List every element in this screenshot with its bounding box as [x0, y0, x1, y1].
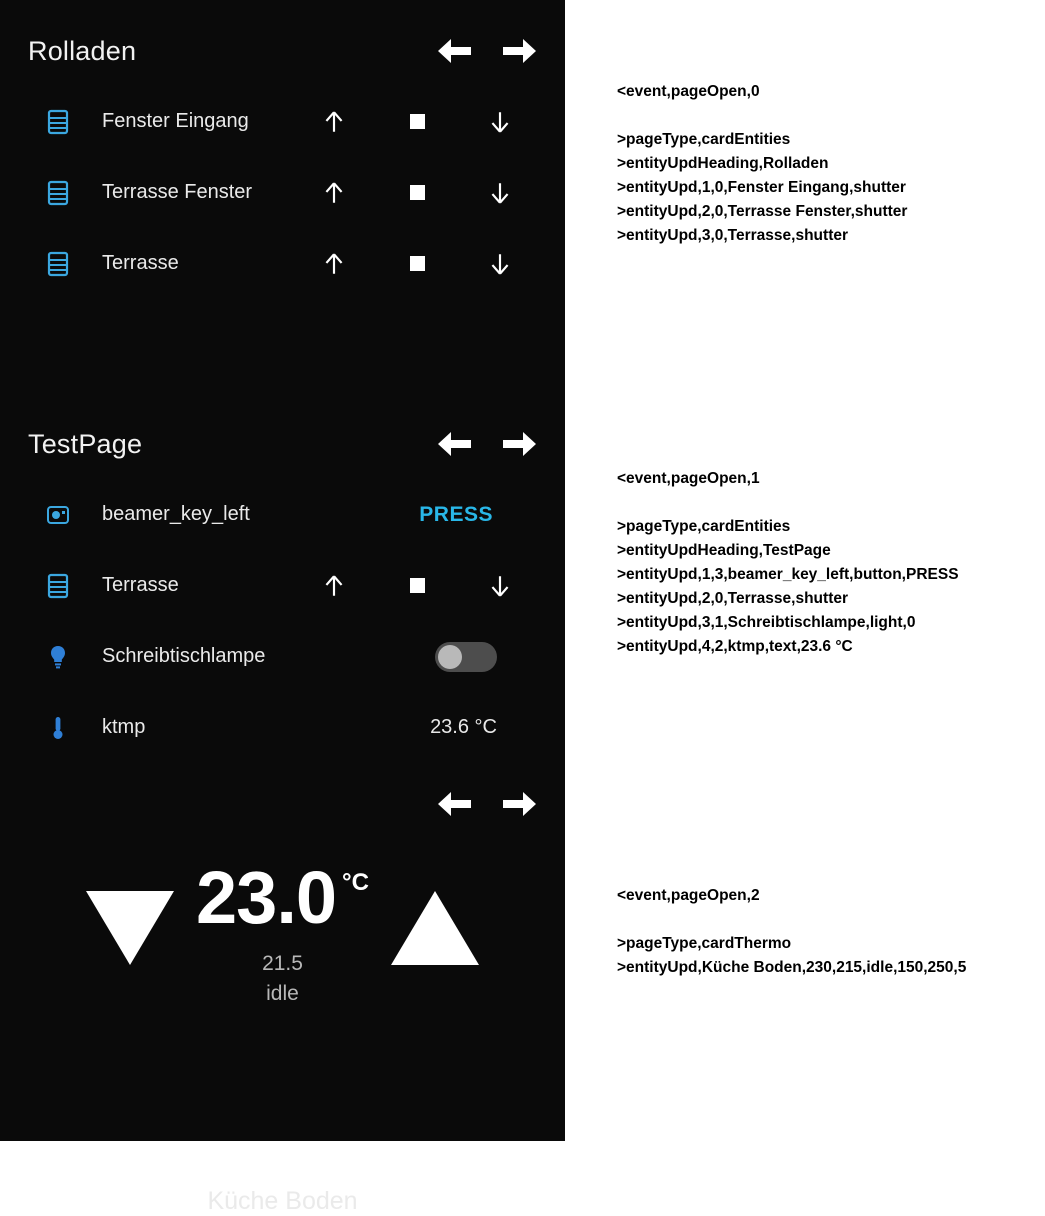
- entity-label: Schreibtischlampe: [102, 645, 266, 667]
- entity-label: Terrasse: [102, 574, 179, 596]
- card-thermo: [0, 775, 565, 1216]
- list-item: [0, 621, 565, 692]
- target-temperature: 21.5: [262, 952, 303, 975]
- log-line: >pageType,cardEntities: [617, 131, 791, 148]
- shutter-up-icon[interactable]: [317, 105, 351, 139]
- shutter-controls: [317, 569, 517, 603]
- log-event-line: <event,pageOpen,0: [617, 83, 760, 100]
- log-line: >pageType,cardThermo: [617, 935, 792, 952]
- shutter-up-icon[interactable]: [317, 176, 351, 210]
- lightbulb-icon: [40, 639, 76, 675]
- shutter-stop-icon[interactable]: [400, 247, 434, 281]
- entity-rows: [0, 86, 565, 299]
- previous-page-arrow-icon[interactable]: [433, 36, 475, 66]
- press-button[interactable]: PRESS: [419, 502, 493, 526]
- list-item: [0, 692, 565, 763]
- shutter-down-icon[interactable]: [483, 105, 517, 139]
- shutter-icon: [40, 175, 76, 211]
- shutter-controls: [317, 105, 517, 139]
- list-item: [0, 479, 565, 550]
- next-page-arrow-icon[interactable]: [499, 789, 541, 819]
- card-entities-rolladen: [0, 20, 565, 299]
- shutter-up-icon[interactable]: [317, 247, 351, 281]
- next-page-arrow-icon[interactable]: [499, 429, 541, 459]
- list-item: [0, 86, 565, 157]
- beamer-icon: [40, 497, 76, 533]
- shutter-down-icon[interactable]: [483, 569, 517, 603]
- previous-page-arrow-icon[interactable]: [433, 429, 475, 459]
- log-line: >entityUpd,1,3,beamer_key_left,button,PRESS: [617, 566, 959, 583]
- shutter-down-icon[interactable]: [483, 176, 517, 210]
- log-event-line: <event,pageOpen,1: [617, 470, 760, 487]
- thermostat-body: [0, 833, 565, 1113]
- log-line: >entityUpd,1,0,Fenster Eingang,shutter: [617, 179, 906, 196]
- log-line: >entityUpd,3,0,Terrasse,shutter: [617, 227, 849, 244]
- nav-arrows: [0, 775, 565, 833]
- log-line: >entityUpdHeading,Rolladen: [617, 155, 829, 172]
- shutter-icon: [40, 104, 76, 140]
- protocol-log-panel: [565, 0, 1045, 1141]
- log-block: [617, 884, 1037, 980]
- current-temperature: 23.0: [196, 856, 337, 939]
- nav-arrows: [433, 429, 541, 459]
- shutter-stop-icon[interactable]: [400, 176, 434, 210]
- list-item: [0, 550, 565, 621]
- log-block: [617, 80, 1037, 248]
- entity-label: ktmp: [102, 716, 146, 738]
- log-block: [617, 467, 1037, 659]
- shutter-down-icon[interactable]: [483, 247, 517, 281]
- page-title: TestPage: [28, 428, 143, 459]
- temperature-readout: [0, 855, 565, 1006]
- shutter-controls: [317, 176, 517, 210]
- page-title: Rolladen: [28, 35, 137, 66]
- shutter-stop-icon[interactable]: [400, 569, 434, 603]
- entity-value: 23.6 °C: [430, 716, 497, 738]
- list-item: [0, 228, 565, 299]
- next-page-arrow-icon[interactable]: [499, 36, 541, 66]
- shutter-stop-icon[interactable]: [400, 105, 434, 139]
- thermostat-state: idle: [266, 982, 299, 1005]
- log-line: >entityUpd,2,0,Terrasse Fenster,shutter: [617, 203, 908, 220]
- log-event-line: <event,pageOpen,2: [617, 887, 760, 904]
- log-line: >entityUpd,3,1,Schreibtischlampe,light,0: [617, 614, 916, 631]
- thermostat-name: Küche Boden: [207, 1187, 358, 1215]
- thermometer-icon: [40, 710, 76, 746]
- nav-arrows: [433, 36, 541, 66]
- log-line: >entityUpdHeading,TestPage: [617, 542, 831, 559]
- log-line: >entityUpd,4,2,ktmp,text,23.6 °C: [617, 638, 853, 655]
- light-toggle-switch[interactable]: [435, 642, 497, 672]
- entity-label: beamer_key_left: [102, 503, 250, 525]
- card-entities-testpage: [0, 413, 565, 763]
- entity-label: Terrasse Fenster: [102, 181, 253, 203]
- entity-rows: [0, 479, 565, 763]
- card-header: [0, 20, 565, 82]
- entity-label: Terrasse: [102, 252, 179, 274]
- card-header: [0, 413, 565, 475]
- list-item: [0, 157, 565, 228]
- log-line: >entityUpd,2,0,Terrasse,shutter: [617, 590, 849, 607]
- temperature-unit: °C: [342, 869, 369, 896]
- shutter-up-icon[interactable]: [317, 569, 351, 603]
- log-line: >entityUpd,Küche Boden,230,215,idle,150,250,5: [617, 959, 967, 976]
- shutter-controls: [317, 247, 517, 281]
- log-line: >pageType,cardEntities: [617, 518, 791, 535]
- shutter-icon: [40, 246, 76, 282]
- previous-page-arrow-icon[interactable]: [433, 789, 475, 819]
- shutter-icon: [40, 568, 76, 604]
- entity-label: Fenster Eingang: [102, 110, 249, 132]
